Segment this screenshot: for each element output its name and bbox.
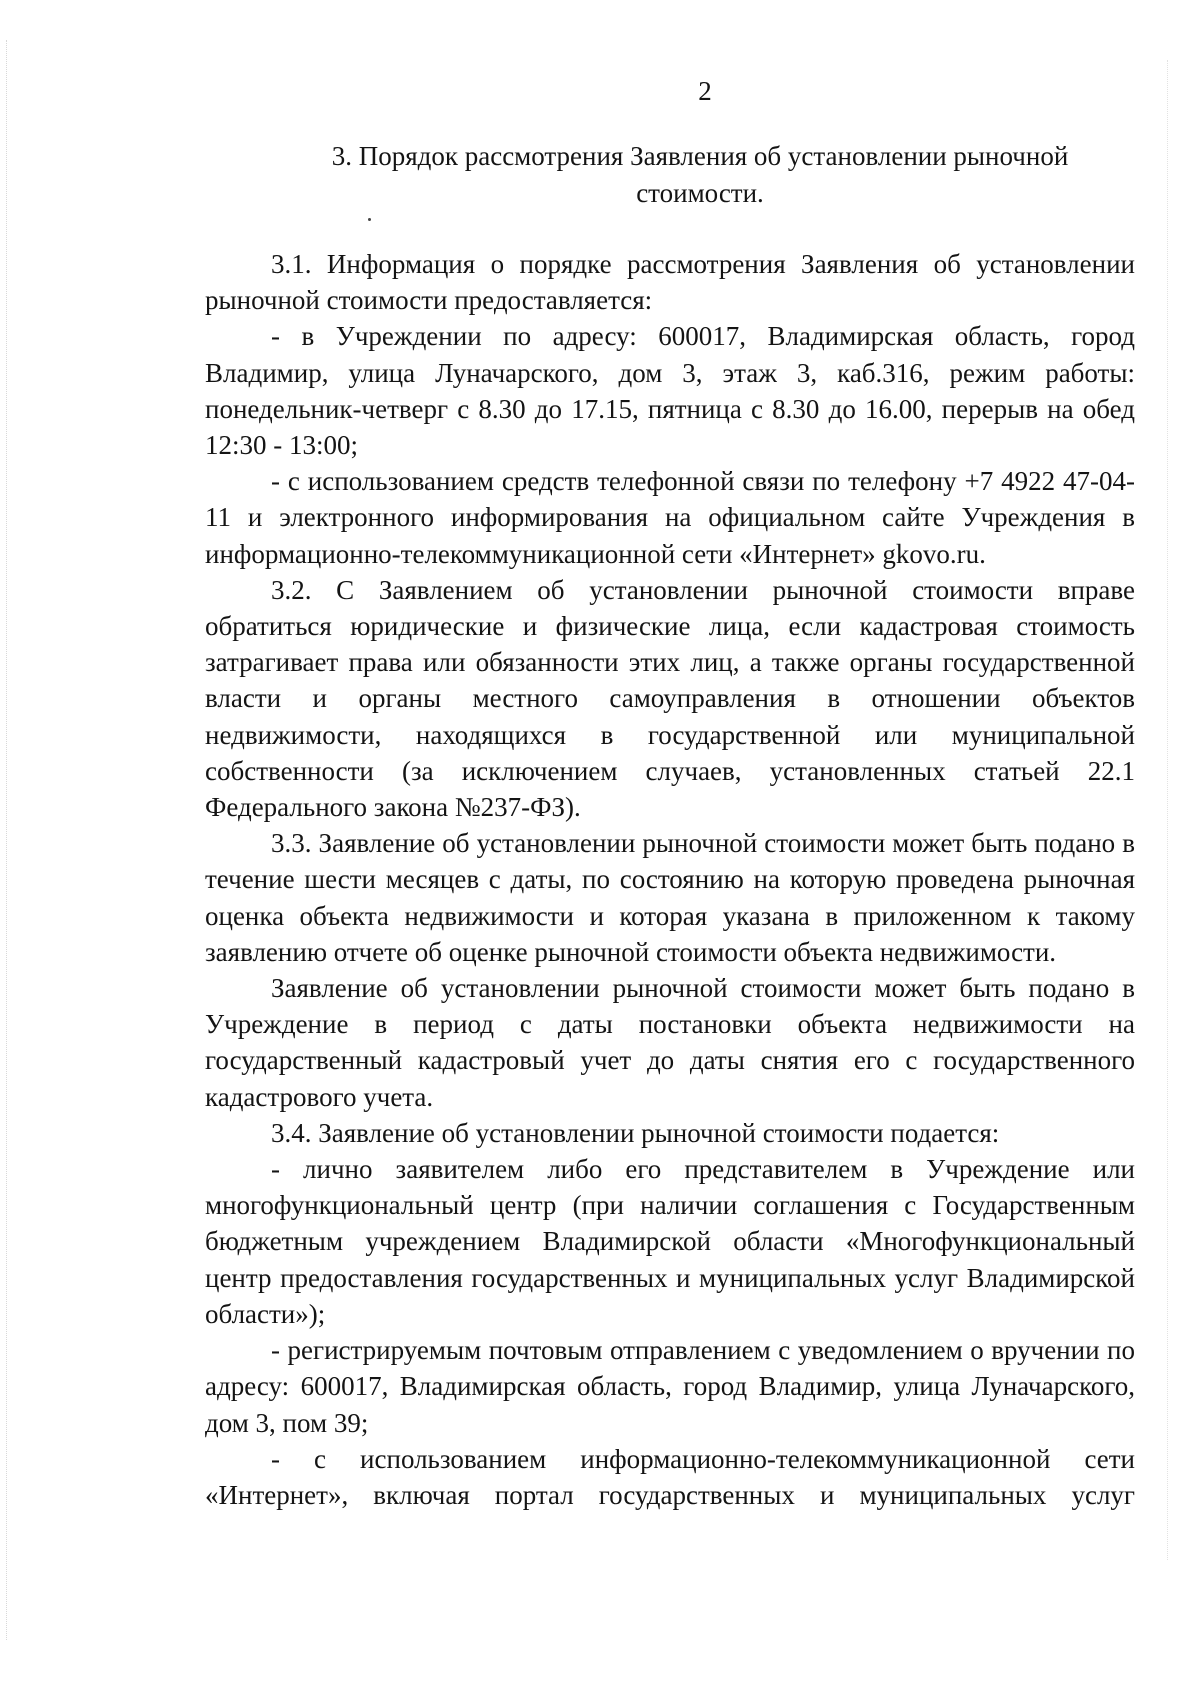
document-body bbox=[205, 246, 1135, 1513]
paragraph-phone-website: - с использованием средств телефонной связи по телефону +7 4922 47-04-11 и электронного информирования на официальном сайте Учреждения в информационно-телекоммуникационной сети «Интернет» gkovo.ru. bbox=[205, 466, 1135, 569]
paragraph-3-3: 3.3. Заявление об установлении рыночной стоимости может быть подано в течение шести месяцев с даты, по состоянию на которую проведена рыночная оценка объекта недвижимости и которая указана в приложенном к такому заявлению отчете об оценке рыночной стоимости объекта недвижимости. bbox=[205, 828, 1135, 967]
paragraph-in-person: - лично заявителем либо его представителем в Учреждение или многофункциональный центр (при наличии соглашения с Государственным бюджетным учреждением Владимирской области «Многофункциональный центр предоставления государственных и муниципальных услуг Владимирской области»); bbox=[205, 1154, 1135, 1329]
scan-edge-left bbox=[6, 40, 7, 1640]
paragraph-submission-period: Заявление об установлении рыночной стоимости может быть подано в Учреждение в период с даты постановки объекта недвижимости на государственный кадастровый учет до даты снятия его с государственного кадастрового учета. bbox=[205, 973, 1135, 1112]
section-heading: 3. Порядок рассмотрения Заявления об установлении рыночной стоимости. bbox=[331, 141, 1069, 208]
scan-edge-right bbox=[1167, 60, 1168, 1560]
paragraph-3-2: 3.2. С Заявлением об установлении рыночной стоимости вправе обратиться юридические и физические лица, если кадастровая стоимость затрагивает права или обязанности этих лиц, а также органы государственной власти и органы местного самоуправления в отношении объектов недвижимости, находящихся в государственной или муниципальной собственности (за исключением случаев, установленных статьей 22.1 Федерального закона №237-ФЗ). bbox=[205, 574, 1135, 823]
paragraph-address: - в Учреждении по адресу: 600017, Владимирская область, город Владимир, улица Луначарского, дом 3, этаж 3, каб.316, режим работы: понедельник-четверг с 8.30 до 17.15, пятница с 8.30 до 16.00, перерыв на обед 12:30 - 13:00; bbox=[205, 321, 1135, 461]
paragraph-by-mail: - регистрируемым почтовым отправлением с уведомлением о вручении по адресу: 600017, Владимирская область, город Владимир, улица Луначарского, дом 3, пом 39; bbox=[205, 1335, 1135, 1438]
scan-speck bbox=[368, 218, 371, 221]
page-number: 2 bbox=[698, 76, 712, 106]
paragraph-3-4: 3.4. Заявление об установлении рыночной стоимости подается: bbox=[271, 1117, 1000, 1148]
paragraph-3-1: 3.1. Информация о порядке рассмотрения Заявления об установлении рыночной стоимости предоставляется: bbox=[205, 249, 1135, 316]
paragraph-via-internet: - с использованием информационно-телекоммуникационной сети «Интернет», включая портал государственных и муниципальных услуг bbox=[205, 1443, 1135, 1510]
